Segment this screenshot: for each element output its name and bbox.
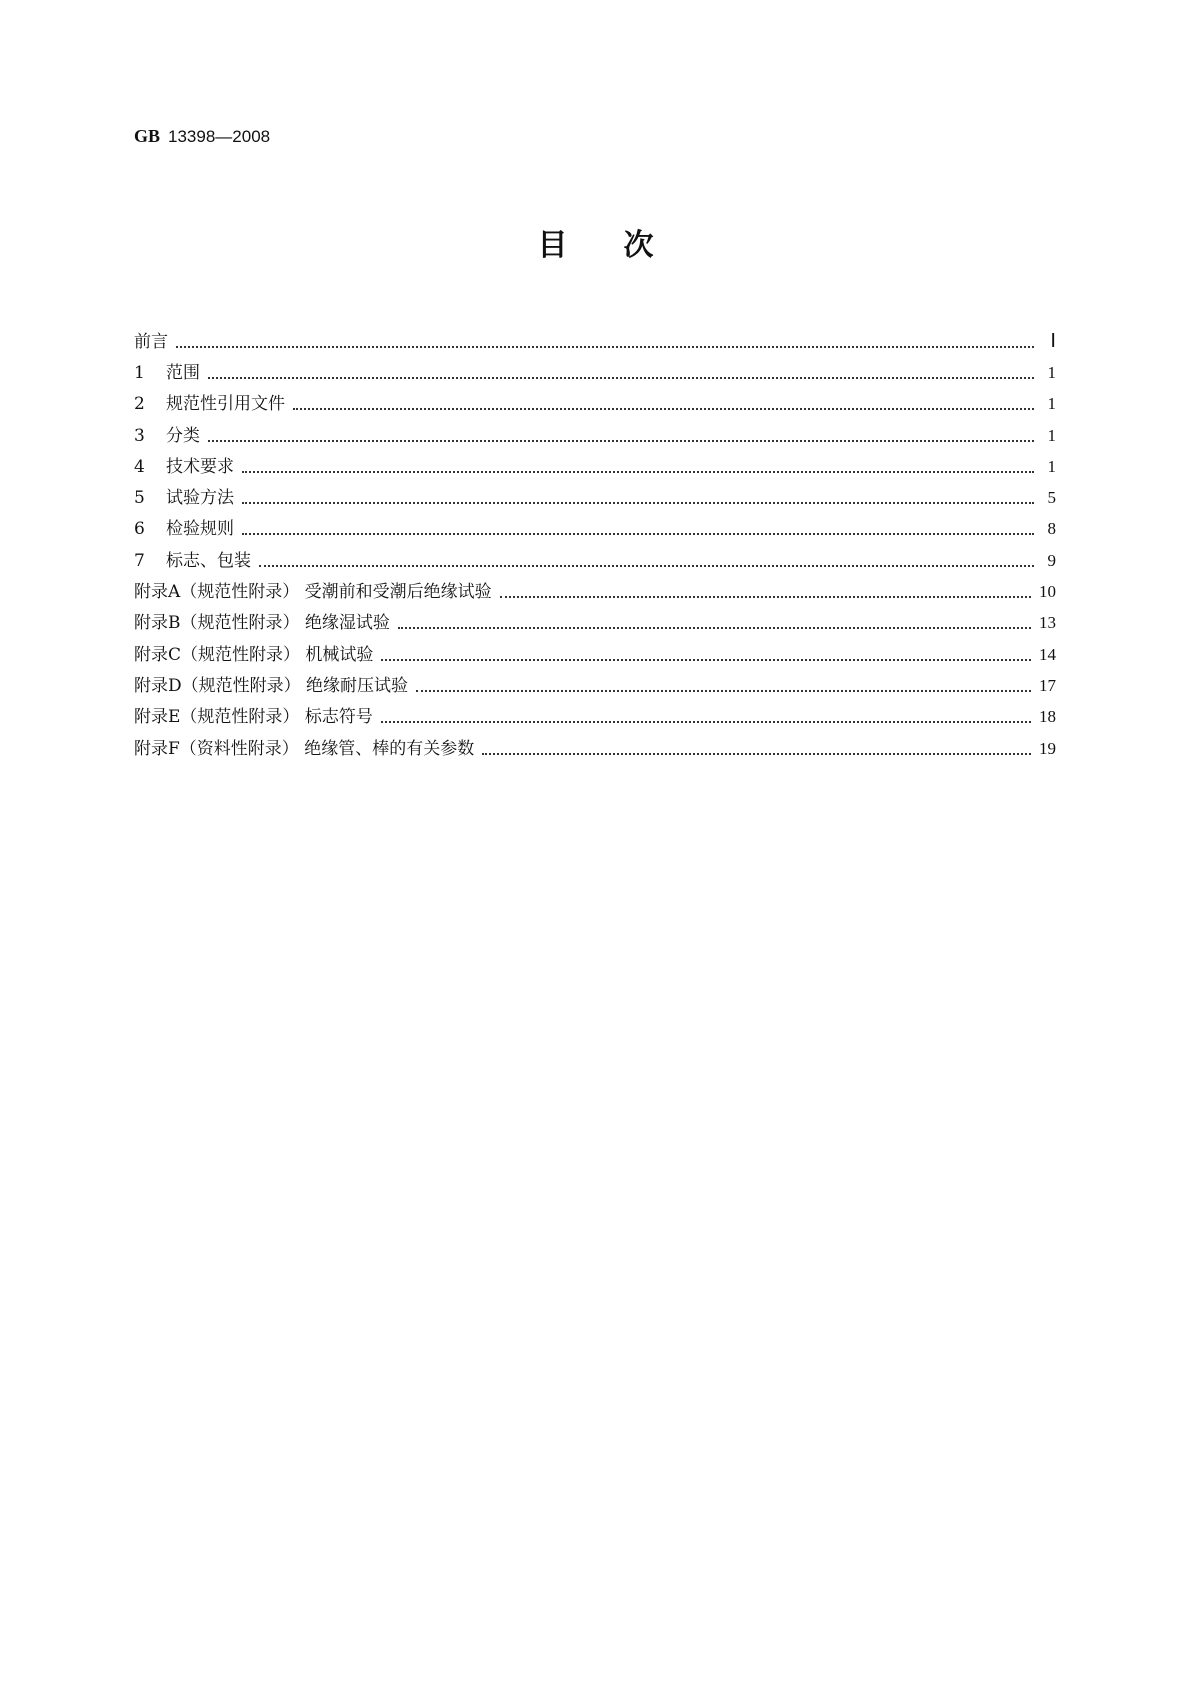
toc-entry-appendix-b[interactable] xyxy=(134,608,1056,639)
toc-entry-number: 7 xyxy=(134,550,145,571)
toc-entry-page: 1 xyxy=(1047,394,1056,414)
toc-entry-text: 范围 xyxy=(166,362,200,383)
toc-entry-text: 附录C（规范性附录） 机械试验 xyxy=(134,644,374,665)
toc-leader-dots xyxy=(381,645,1031,661)
toc-entry-appendix-e[interactable] xyxy=(134,702,1056,733)
toc-entry-page: 19 xyxy=(1039,738,1056,758)
toc-entry-page: 1 xyxy=(1047,456,1056,476)
toc-leader-dots xyxy=(381,707,1031,723)
toc-entry-page: Ⅰ xyxy=(1050,330,1056,352)
toc-leader-dots xyxy=(398,613,1031,629)
toc-entry-page: 5 xyxy=(1047,488,1056,508)
toc-title xyxy=(0,226,1191,266)
toc-leader-dots xyxy=(242,488,1034,504)
toc-leader-dots xyxy=(208,426,1034,442)
toc-entry-1[interactable] xyxy=(134,357,1056,388)
toc-leader-dots xyxy=(208,363,1034,379)
toc-entry-text: 标志、包装 xyxy=(166,550,251,571)
toc-entry-3[interactable] xyxy=(134,420,1056,451)
toc-entry-text: 附录D（规范性附录） 绝缘耐压试验 xyxy=(134,675,409,696)
toc-entry-6[interactable] xyxy=(134,514,1056,545)
toc-leader-dots xyxy=(416,676,1031,692)
toc-entry-text: 附录E（规范性附录） 标志符号 xyxy=(134,707,373,728)
toc-entry-number: 1 xyxy=(134,362,145,383)
toc-entry-7[interactable] xyxy=(134,545,1056,576)
toc-entry-foreword[interactable] xyxy=(134,326,1056,357)
toc-list xyxy=(134,326,1056,764)
toc-entry-page: 10 xyxy=(1039,582,1056,602)
toc-entry-text: 附录F（资料性附录） 绝缘管、棒的有关参数 xyxy=(134,738,475,759)
toc-title-char-2: 次 xyxy=(623,228,654,263)
toc-entry-text: 规范性引用文件 xyxy=(166,394,285,415)
toc-entry-page: 9 xyxy=(1047,550,1056,570)
toc-entry-text: 附录B（规范性附录） 绝缘湿试验 xyxy=(134,613,390,634)
toc-entry-page: 14 xyxy=(1039,644,1056,664)
toc-leader-dots xyxy=(176,332,1034,348)
toc-entry-page: 18 xyxy=(1039,707,1056,727)
toc-entry-text: 分类 xyxy=(166,425,200,446)
toc-leader-dots xyxy=(259,551,1034,567)
toc-entry-number: 5 xyxy=(134,488,145,509)
toc-entry-page: 1 xyxy=(1047,425,1056,445)
toc-entry-5[interactable] xyxy=(134,482,1056,513)
toc-leader-dots xyxy=(242,519,1034,535)
toc-leader-dots xyxy=(482,739,1031,755)
toc-entry-number: 2 xyxy=(134,394,145,415)
toc-entry-page: 17 xyxy=(1039,675,1056,695)
toc-entry-appendix-f[interactable] xyxy=(134,733,1056,764)
toc-entry-text: 检验规则 xyxy=(166,519,234,540)
standard-header xyxy=(134,125,270,148)
toc-entry-page: 1 xyxy=(1047,362,1056,382)
standard-number: 13398—2008 xyxy=(168,127,271,146)
toc-entry-number: 6 xyxy=(134,519,145,540)
toc-entry-number: 3 xyxy=(134,425,145,446)
toc-entry-text: 试验方法 xyxy=(166,488,234,509)
toc-entry-appendix-d[interactable] xyxy=(134,670,1056,701)
toc-title-char-1: 目 xyxy=(537,228,568,263)
toc-leader-dots xyxy=(500,582,1031,598)
toc-leader-dots xyxy=(242,457,1034,473)
toc-entry-text: 技术要求 xyxy=(166,456,234,477)
toc-entry-text: 前言 xyxy=(134,331,168,352)
toc-entry-number: 4 xyxy=(134,456,145,477)
toc-leader-dots xyxy=(293,394,1034,410)
toc-entry-text: 附录A（规范性附录） 受潮前和受潮后绝缘试验 xyxy=(134,582,492,603)
toc-entry-page: 13 xyxy=(1039,613,1056,633)
toc-entry-appendix-c[interactable] xyxy=(134,639,1056,670)
toc-entry-2[interactable] xyxy=(134,389,1056,420)
standard-prefix: GB xyxy=(134,126,161,146)
toc-entry-appendix-a[interactable] xyxy=(134,576,1056,607)
toc-entry-4[interactable] xyxy=(134,451,1056,482)
toc-entry-page: 8 xyxy=(1047,519,1056,539)
